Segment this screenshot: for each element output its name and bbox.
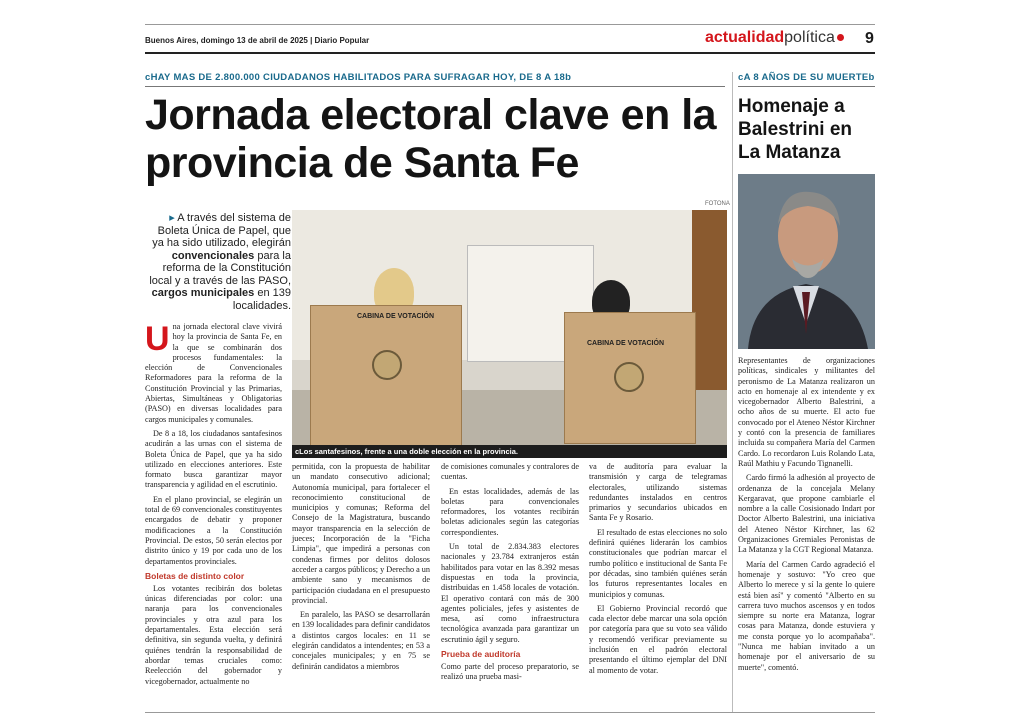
section-label-grey: política	[784, 29, 835, 46]
top-rule	[145, 24, 875, 25]
column-divider	[732, 72, 733, 712]
drop-cap: U	[145, 320, 170, 358]
section-brand	[705, 29, 844, 47]
kicker-bracket-icon: c	[738, 72, 744, 83]
col1-subheading: Boletas de distinto color	[145, 570, 245, 581]
sidebar-kicker	[738, 72, 875, 83]
article-column-1	[145, 322, 282, 691]
sidebar-kicker-text: A 8 AÑOS DE SU MUERTE	[743, 72, 869, 83]
section-label-red: actualidad	[705, 29, 785, 46]
col3-paragraph-1: de comisiones comunales y contralores de cuentas.	[441, 462, 580, 482]
main-kicker-text: HAY MAS DE 2.800.000 CIUDADANOS HABILITADOS PARA SUFRAGAR HOY, DE 8 A 18	[150, 72, 566, 83]
bottom-rule	[145, 712, 875, 713]
col1-paragraph-3: En el plano provincial, se elegirán un total de 69 convencionales constituyentes encargados de debatir y proponer modificaciones a la Constitución Provincial. De estos, 50 serán electos por distrito único y 19 por cada uno de los departamentos provinciales.	[145, 494, 282, 566]
electoral-seal-icon	[372, 350, 402, 380]
photo-caption-text: Los santafesinos, frente a una doble elección en la provincia.	[299, 447, 518, 456]
col2-paragraph-2: En paralelo, las PASO se desarrollarán en 139 localidades para definir candidatos a distintos cargos locales: en 11 se elegirán candidatos a intendentes; en 53 a concejales municipales; y en 75 se definirán candidatos a miembros	[292, 610, 430, 671]
sidebar-article	[738, 356, 875, 677]
main-headline: Jornada electoral clave en la provincia de Santa Fe	[145, 91, 717, 187]
main-kicker	[145, 72, 571, 83]
balestrini-portrait	[738, 174, 875, 349]
kicker-bracket-icon: b	[565, 72, 572, 83]
col3-paragraph-3: Un total de 2.834.383 electores nacionales y 23.784 extranjeros están habilitados para votar en las 8.392 mesas dispuestas en toda la provincia, distribuidas en 1.458 locales de votación. El operativo contará con más de 300 agentes policiales, jefes y asistentes de mesa, así como infraestructura tecnológica avanzada para garantizar un escrutinio ágil y seguro.	[441, 542, 579, 644]
col1-paragraph-1: na jornada electoral clave vivirá hoy la provincia de Santa Fe, en la que se combinarán dos procesos fundamentales: la elección de Convencionales Reformadores para la reforma de la Constitución Provincial y las Primarias, Abiertas, Simultáneas y Obligatorias (PASO) en diversas localidades para cargos municipales y comunales.	[145, 322, 282, 424]
kicker-bracket-icon: b	[868, 72, 875, 83]
page-number: 9	[865, 30, 874, 47]
sidebar-kicker-rule	[738, 86, 875, 87]
col4-paragraph-3: El Gobierno Provincial recordó que cada elector debe marcar una sola opción por categoría para que su voto sea válido y recomendó verificar previamente su inclusión en el padrón electoral presentando el último ejemplar del DNI al momento de votar.	[589, 603, 727, 675]
col1-paragraph-2: De 8 a 18, los ciudadanos santafesinos acudirán a las urnas con el sistema de Boleta Única de Papel, que ya ha sido utilizado en elecciones anteriores. Este formato busca garantizar mayor transparencia y agilidad en el escrutinio.	[145, 428, 282, 490]
sidebar-paragraph-2: Cardo firmó la adhesión al proyecto de ordenanza de la concejala Melany Kergaravat, que propone cambiarle el nombre a la calle Cosisionado Indart por Doctor Alberto Balestrini, una iniciativa del Ateneo Néstor Kirchner, las 62 Organizaciones Gremiales Peronistas de La Matanza y la CGT Regional Matanza.	[738, 473, 875, 555]
lede-text-2: para la reforma de la Constitución local y a través de las PASO,	[149, 249, 291, 287]
kicker-bracket-icon: c	[145, 72, 151, 83]
electoral-seal-icon	[614, 362, 644, 392]
col3-paragraph-4: Como parte del proceso preparatorio, se realizó una prueba masi-	[441, 662, 579, 682]
booth-label-right: CABINA DE VOTACIÓN	[587, 340, 664, 347]
section-dot-icon	[837, 34, 844, 41]
col4-paragraph-2: El resultado de estas elecciones no solo definirá quiénes liderarán los cambios constitucionales que podrían marcar el rumbo político e institucional de Santa Fe por décadas, sino también quiénes serán los futuros representantes locales en municipios y comunas.	[589, 527, 727, 599]
sidebar-headline: Homenaje a Balestrini en La Matanza	[738, 96, 853, 163]
sidebar-paragraph-3: María del Carmen Cardo agradeció el homenaje y sostuvo: "Yo creo que Alberto lo merece y sí la gente lo quiere está bien así" y comentó "Alberto en su carrera tuvo muchos ascensos y en todos siempre su norte era Matanza, lograr cosas para Matanza, donde estuviera y me consta porque yo lo acompañaba". "Nunca me habían invitado a un homenaje por el aniversario de su muerte", comentó.	[738, 559, 875, 672]
article-column-2	[292, 462, 430, 676]
lede-bold-2: cargos municipales	[151, 287, 255, 299]
booth-label-left: CABINA DE VOTACIÓN	[357, 313, 434, 320]
col4-paragraph-1: va de auditoría para evaluar la transmisión y carga de telegramas electorales, utilizando sistemas redundantes instalados en centros primarios y secundarios ubicados en Santa Fe y Rosario.	[589, 462, 727, 523]
col2-paragraph-1: permitida, con la propuesta de habilitar un mandato consecutivo adicional; Autonomía municipal, para fortalecer el reconocimiento constitucional de municipios y comunas; Reforma del Consejo de la Magistratura, buscando mayor transparencia en la selección de jueces; Incorporación de la "Ficha Limpia", que impedirá a personas con condenas firmes por delitos dolosos acceder a cargos públicos; y Derecho a un ambiente sano y mecanismos de participación ciudadana en el presupuesto provincial.	[292, 462, 430, 605]
lede-arrow-icon: ▸	[169, 212, 178, 224]
lede-text-1: A través del sistema de Boleta Única de Papel, que ya ha sido utilizado, elegirán	[152, 212, 291, 249]
election-photo	[292, 210, 727, 457]
article-lede	[145, 212, 291, 312]
article-column-4	[589, 462, 727, 680]
photo-caption	[292, 445, 727, 458]
sidebar-paragraph-1: Representantes de organizaciones políticas, sindicales y militantes del peronismo de La Matanza realizaron un acto en homenaje al ex intendente y ex vicegobernador Alberto Balestrini, a ocho años de su muerte. El acto fue convocado por el Ateneo Néstor Kirchner y contó con la presencia de familiares incluida su compañera María del Carmen Cardo. Lo recordaron Luis Rolando Lata, Raúl Mathiu y Facundo Tignanelli.	[738, 356, 875, 468]
col3-subheading: Prueba de auditoría	[441, 649, 521, 660]
caption-bracket-icon: c	[295, 447, 300, 456]
col1-paragraph-4: Los votantes recibirán dos boletas únicas diferenciadas por color: una naranja para los convencionales provinciales y otra azul para los departamentales. Esta elección será definitiva, sin segunda vuelta, y definirá quiénes tendrán la responsabilidad de abordar temas cruciales como: Reelección del gobernador y vicegobernador, actualmente no	[145, 583, 282, 686]
article-column-3	[441, 462, 579, 687]
col3-paragraph-2: En estas localidades, además de las boletas para convencionales reformadores, los votantes recibirán boletas adicionales según las categorías correspondientes.	[441, 486, 579, 537]
portrait-illustration	[738, 174, 875, 349]
dateline: Buenos Aires, domingo 13 de abril de 2025 | Diario Popular	[145, 36, 370, 45]
photo-credit: FOTONA	[705, 201, 730, 207]
lede-text-3: en 139 localidades.	[232, 287, 291, 312]
header-rule	[145, 52, 875, 54]
kicker-rule	[145, 86, 725, 87]
lede-bold-1: convencionales	[171, 249, 255, 262]
